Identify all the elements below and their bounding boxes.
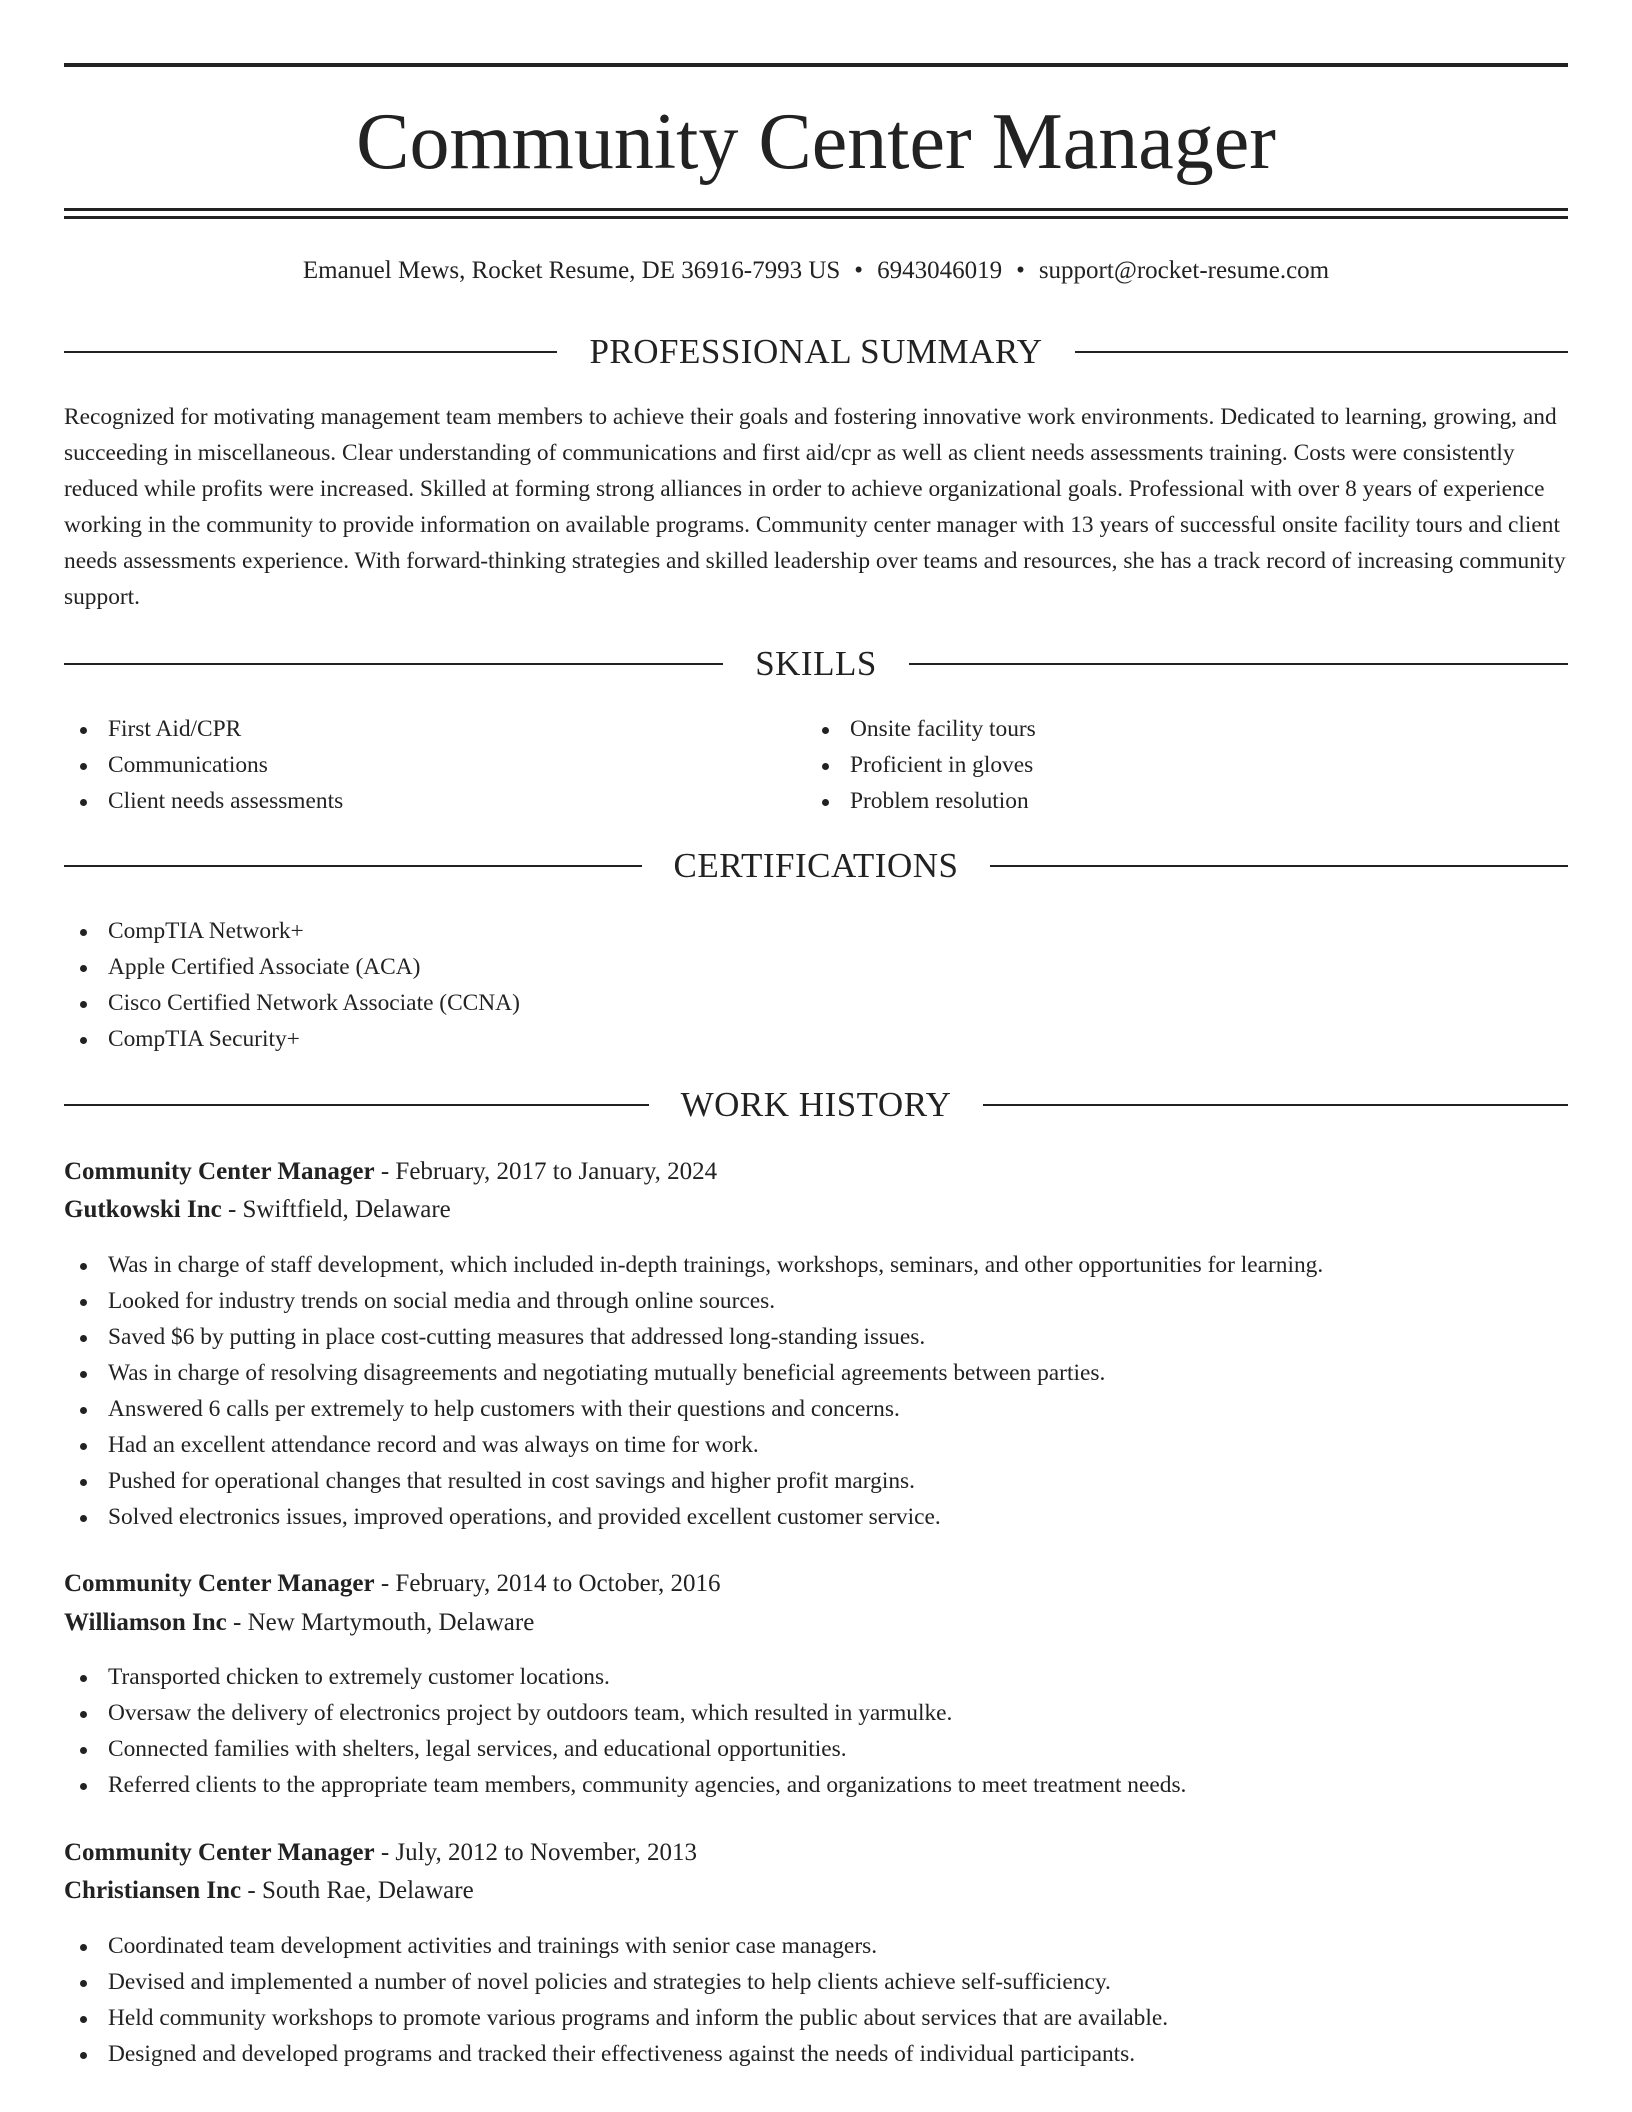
job-duty: Solved electronics issues, improved operations, and provided excellent customer service.	[64, 1499, 1564, 1535]
job-title: Community Center Manager	[64, 1158, 375, 1185]
skill-item: Client needs assessments	[64, 783, 764, 819]
section-heading-skills	[64, 642, 1568, 686]
contact-separator: •	[854, 257, 864, 284]
heading-label: WORK HISTORY	[680, 1085, 952, 1124]
job-company: Williamson Inc	[64, 1609, 227, 1636]
job-duty: Transported chicken to extremely customer locations.	[64, 1659, 1564, 1695]
job-dates: - July, 2012 to November, 2013	[374, 1839, 697, 1866]
certification-item: CompTIA Security+	[64, 1021, 1064, 1057]
job-company-line	[64, 1193, 451, 1227]
job-duty: Was in charge of resolving disagreements and negotiating mutually beneficial agreements between parties.	[64, 1355, 1564, 1391]
job-duty: Referred clients to the appropriate team members, community agencies, and organizations to meet treatment needs.	[64, 1767, 1564, 1803]
job-duty: Pushed for operational changes that resulted in cost savings and higher profit margins.	[64, 1463, 1564, 1499]
job-duty: Saved $6 by putting in place cost-cutting measures that addressed long-standing issues.	[64, 1319, 1564, 1355]
job-duty: Designed and developed programs and tracked their effectiveness against the needs of individual participants.	[64, 2036, 1564, 2072]
job-duty: Connected families with shelters, legal services, and educational opportunities.	[64, 1731, 1564, 1767]
heading-rule	[64, 663, 723, 665]
job-duty: Devised and implemented a number of novel policies and strategies to help clients achieve self-sufficiency.	[64, 1964, 1564, 2000]
contact-phone: 6943046019	[877, 257, 1003, 284]
heading-rule	[983, 1104, 1568, 1106]
summary-text: Recognized for motivating management team members to achieve their goals and fostering innovative work environments. Dedicated to learning, growing, and succeeding in miscellaneous. Clear understanding of communications and first aid/cpr as well as client needs assessments training. Costs were consistently reduced while profits were increased. Skilled at forming strong alliances in order to achieve organizational goals. Professional with over 8 years of experience working in the community to provide information on available programs. Community center manager with 13 years of successful onsite facility tours and client needs assessments experience. With forward-thinking strategies and skilled leadership over teams and resources, she has a track record of increasing community support.	[64, 404, 1566, 610]
heading-label: CERTIFICATIONS	[673, 846, 959, 885]
job-duty: Oversaw the delivery of electronics project by outdoors team, which resulted in yarmulke.	[64, 1695, 1564, 1731]
contact-line	[64, 254, 1568, 288]
heading-rule	[1075, 351, 1568, 353]
job-title: Community Center Manager	[64, 1839, 375, 1866]
certification-item: Apple Certified Associate (ACA)	[64, 949, 1064, 985]
job-location: - South Rae, Delaware	[241, 1877, 474, 1904]
job-location: - Swiftfield, Delaware	[221, 1196, 451, 1223]
job-dates: - February, 2017 to January, 2024	[374, 1158, 718, 1185]
job-title-line	[64, 1836, 697, 1870]
skill-item: Onsite facility tours	[806, 711, 1506, 747]
heading-rule	[990, 865, 1568, 867]
job-duties-list	[64, 1928, 1564, 2072]
job-title: Community Center Manager	[64, 1570, 375, 1597]
heading-rule	[64, 865, 642, 867]
heading-rule	[909, 663, 1568, 665]
job-duty: Had an excellent attendance record and was always on time for work.	[64, 1427, 1564, 1463]
skill-item: Communications	[64, 747, 764, 783]
title-rule-upper	[64, 208, 1568, 211]
section-heading-work-history	[64, 1083, 1568, 1127]
contact-separator: •	[1016, 257, 1025, 284]
heading-label: SKILLS	[755, 644, 877, 683]
heading-rule	[64, 351, 557, 353]
job-company: Gutkowski Inc	[64, 1196, 222, 1223]
contact-address: Emanuel Mews, Rocket Resume, DE 36916-7993 US	[302, 257, 841, 284]
job-duty: Coordinated team development activities and trainings with senior case managers.	[64, 1928, 1564, 1964]
skill-item: Proficient in gloves	[806, 747, 1506, 783]
job-dates: - February, 2014 to October, 2016	[374, 1570, 721, 1597]
job-title-line	[64, 1155, 717, 1189]
skills-list-right	[806, 711, 1506, 819]
title-rule-lower	[64, 216, 1568, 219]
contact-email: support@rocket-resume.com	[1038, 257, 1330, 284]
job-duty: Looked for industry trends on social media and through online sources.	[64, 1283, 1564, 1319]
job-location: - New Martymouth, Delaware	[226, 1609, 535, 1636]
job-duties-list	[64, 1247, 1564, 1535]
skill-item: Problem resolution	[806, 783, 1506, 819]
certification-item: CompTIA Network+	[64, 913, 1064, 949]
job-company: Christiansen Inc	[64, 1877, 242, 1904]
certification-item: Cisco Certified Network Associate (CCNA)	[64, 985, 1064, 1021]
job-company-line	[64, 1874, 474, 1908]
job-duty: Was in charge of staff development, which included in-depth trainings, workshops, seminars, and other opportunities for learning.	[64, 1247, 1564, 1283]
section-heading-summary	[64, 330, 1568, 374]
job-duty: Held community workshops to promote various programs and inform the public about services that are available.	[64, 2000, 1564, 2036]
heading-label: PROFESSIONAL SUMMARY	[589, 332, 1043, 371]
top-rule	[64, 63, 1568, 67]
skill-item: First Aid/CPR	[64, 711, 764, 747]
certifications-list	[64, 913, 1064, 1057]
job-duties-list	[64, 1659, 1564, 1803]
job-duty: Answered 6 calls per extremely to help customers with their questions and concerns.	[64, 1391, 1564, 1427]
section-heading-certifications	[64, 844, 1568, 888]
job-company-line	[64, 1606, 534, 1640]
resume-title: Community Center Manager	[356, 98, 1276, 186]
heading-rule	[64, 1104, 649, 1106]
skills-list-left	[64, 711, 764, 819]
job-title-line	[64, 1567, 721, 1601]
